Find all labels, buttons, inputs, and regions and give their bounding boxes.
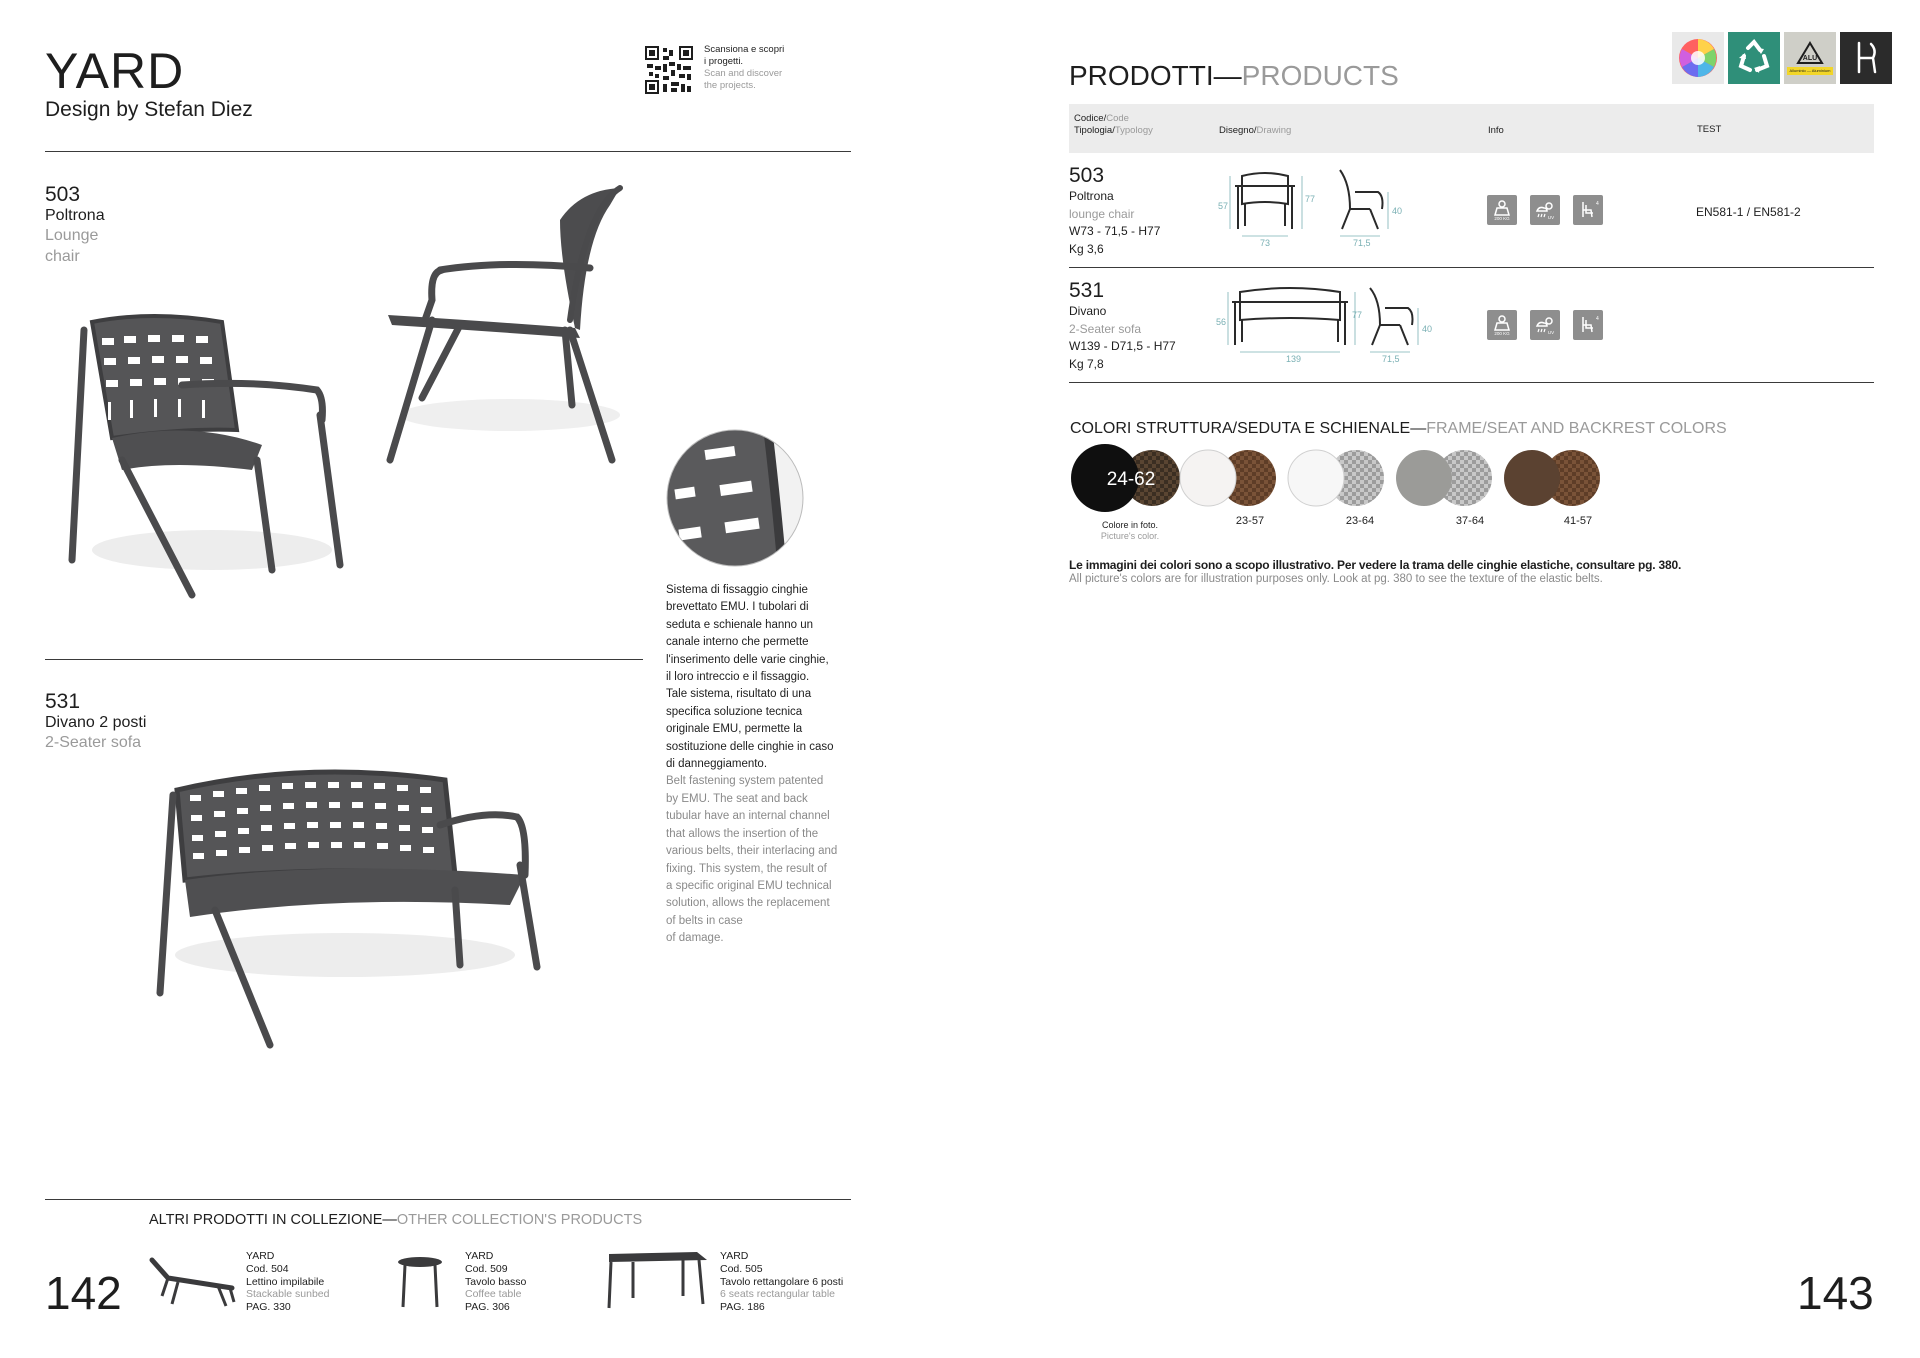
swatch-23-64[interactable] — [1288, 450, 1384, 506]
coffee-table-thumbnail[interactable] — [395, 1255, 445, 1311]
swatch-24-62[interactable] — [1071, 444, 1180, 512]
qr-caption-line: i progetti. — [704, 56, 744, 67]
desc-line-it: sostituzione delle cinghie in caso — [666, 740, 834, 753]
weight-capacity-icon — [1487, 310, 1517, 340]
desc-line-it: Tale sistema, risultato di una — [666, 688, 812, 701]
header-info: Info — [1488, 125, 1504, 136]
drawing-503 — [1210, 164, 1410, 249]
swatch-37-64[interactable] — [1396, 450, 1492, 506]
sunbed-thumbnail[interactable] — [148, 1256, 238, 1312]
desc-line-en: solution, allows the replacement — [666, 897, 830, 910]
code: Cod. 509 — [465, 1262, 508, 1275]
uv-label: UV — [1547, 215, 1555, 220]
products-heading — [1069, 60, 1399, 92]
desc-line-en: tubular have an internal channel — [666, 810, 830, 823]
swatch-label-23-64: 23-64 — [1345, 515, 1375, 527]
heading-en: OTHER COLLECTION'S PRODUCTS — [396, 1212, 643, 1228]
row-name-en: 2-Seater sofa — [1069, 321, 1142, 336]
stackable-icon — [1573, 195, 1603, 225]
page-ref: PAG. 186 — [720, 1301, 765, 1314]
belt-system-description — [666, 582, 856, 948]
desc-line-it: Sistema di fissaggio cinghie — [666, 584, 808, 596]
product-name-it: Poltrona — [45, 207, 105, 224]
row-name-en: lounge chair — [1069, 206, 1135, 221]
collection: YARD — [465, 1250, 494, 1262]
desc-line-en: of belts in case — [666, 914, 743, 927]
desc-line-en: fixing. This system, the result of — [666, 862, 827, 875]
qr-caption-line: the projects. — [704, 80, 756, 91]
swatch-label-23-57: 23-57 — [1235, 515, 1265, 527]
dim-side-h: 77 — [1352, 310, 1363, 320]
row-dims: W139 - D71,5 - H77 — [1069, 339, 1176, 353]
desc-line-it: di danneggiamento. — [666, 758, 768, 771]
sofa-image — [155, 755, 545, 1055]
row-name-it: Divano — [1069, 304, 1107, 318]
alu-label: ALU — [1802, 55, 1818, 62]
product-531-label — [45, 690, 146, 753]
alu-bar: Alluminio — Aluminium — [1787, 67, 1833, 75]
desc-line-en: of damage. — [666, 932, 724, 945]
caption-en: Picture's color. — [1100, 531, 1160, 541]
th-typology-en: Typology — [1114, 125, 1153, 136]
dim-front-h: 57 — [1218, 201, 1229, 211]
th-code-it: Codice/ — [1074, 113, 1107, 124]
aluminium-recycle-icon — [1795, 41, 1825, 67]
swatch-label-37-64: 37-64 — [1455, 515, 1485, 527]
dim-front-w: 73 — [1260, 238, 1271, 248]
code: Cod. 504 — [246, 1262, 289, 1275]
divider — [45, 151, 851, 152]
other-product-505[interactable] — [720, 1250, 843, 1314]
page-number-right: 143 — [1797, 1267, 1874, 1319]
colors-heading — [1070, 420, 1727, 438]
qr-caption — [704, 44, 804, 92]
svg-text:4: 4 — [1596, 201, 1599, 207]
th-drawing-en: Drawing — [1256, 125, 1292, 136]
recycle-badge — [1728, 32, 1780, 84]
heading-it: ALTRI PRODOTTI IN COLLEZIONE — [149, 1212, 383, 1228]
heading-en: FRAME/SEAT AND BACKREST COLORS — [1426, 420, 1727, 437]
picture-color-caption — [1090, 520, 1170, 542]
name-en: Coffee table — [465, 1288, 522, 1301]
th-code-en: Code — [1106, 113, 1129, 124]
rectangular-table-thumbnail[interactable] — [603, 1248, 711, 1314]
page-number-left: 142 — [45, 1267, 122, 1319]
product-name-it: Divano 2 posti — [45, 714, 147, 731]
product-name-en: 2-Seater sofa — [45, 734, 142, 751]
other-products-heading — [149, 1212, 642, 1228]
desc-line-it: canale interno che permette — [666, 636, 809, 649]
info-icons-531 — [1487, 310, 1603, 340]
desc-line-en: by EMU. The seat and back — [666, 792, 808, 805]
product-code: 503 — [45, 183, 81, 206]
th-drawing-it: Disegno/ — [1219, 125, 1257, 136]
product-name-en: Lounge — [45, 227, 99, 244]
divider — [1069, 382, 1874, 383]
dim-side-seat: 40 — [1422, 324, 1433, 334]
name-it: Tavolo basso — [465, 1275, 527, 1288]
desc-line-it: seduta e schienale hanno un — [666, 618, 814, 631]
recycle-icon — [1734, 38, 1774, 78]
row-dims: W73 - 71,5 - H77 — [1069, 224, 1161, 238]
desc-line-en: various belts, their interlacing and — [666, 845, 838, 858]
collection: YARD — [246, 1250, 275, 1262]
code: Cod. 505 — [720, 1262, 763, 1275]
page-title: YARD — [45, 43, 185, 99]
lounge-chair-side-image — [380, 180, 640, 480]
header-test: TEST — [1697, 124, 1722, 135]
desc-line-en: that allows the insertion of the — [666, 827, 819, 840]
th-typology-it: Tipologia/ — [1074, 125, 1115, 136]
name-en: Stackable sunbed — [246, 1288, 330, 1301]
color-swatches — [1068, 444, 1628, 516]
weight-capacity-icon — [1487, 195, 1517, 225]
desc-line-it: il loro intreccio e il fissaggio. — [666, 671, 810, 684]
heading-it: PRODOTTI — [1069, 60, 1214, 91]
page-ref: PAG. 306 — [465, 1301, 510, 1314]
info-icons-503 — [1487, 195, 1603, 225]
heading-sep: — — [1410, 420, 1427, 437]
desc-line-en: a specific original EMU technical — [666, 879, 832, 892]
chair-symbol-icon — [1851, 40, 1881, 76]
drawing-531 — [1210, 280, 1440, 365]
dim-front-h: 56 — [1216, 317, 1227, 327]
collection: YARD — [720, 1250, 749, 1262]
divider — [1069, 267, 1874, 268]
products-table-header — [1069, 104, 1874, 153]
desc-line-en: Belt fastening system patented — [666, 775, 824, 788]
table-row-503 — [1069, 164, 1160, 258]
belt-detail-image — [665, 428, 805, 568]
row-code: 503 — [1069, 164, 1105, 187]
heading-en: PRODUCTS — [1241, 60, 1399, 91]
row-weight: Kg 3,6 — [1069, 241, 1104, 256]
name-it: Tavolo rettangolare 6 posti — [720, 1275, 844, 1288]
dim-side-d: 71,5 — [1353, 238, 1371, 248]
product-503-label — [45, 183, 105, 267]
test-standard-503: EN581-1 / EN581-2 — [1696, 205, 1801, 219]
weight-label: 200 KG — [1494, 216, 1510, 221]
caption-it: Colore in foto. — [1101, 520, 1159, 530]
other-product-504[interactable] — [246, 1250, 329, 1314]
qr-caption-line: Scan and discover — [704, 68, 783, 79]
dim-side-h: 77 — [1305, 194, 1316, 204]
divider — [45, 1199, 851, 1200]
row-weight: Kg 7,8 — [1069, 356, 1104, 371]
name-en: 6 seats rectangular table — [720, 1288, 835, 1301]
desc-line-it: specifica soluzione tecnica — [666, 705, 803, 718]
swatch-23-57[interactable] — [1180, 450, 1276, 506]
stackable-icon — [1573, 310, 1603, 340]
lounge-chair-front-image — [62, 310, 362, 610]
weather-resistant-icon — [1530, 195, 1560, 225]
aluminium-badge — [1784, 32, 1836, 84]
swatch-label-41-57: 41-57 — [1563, 515, 1593, 527]
heading-it: COLORI STRUTTURA/SEDUTA E SCHIENALE — [1070, 420, 1411, 437]
qr-caption-line: Scansiona e scopri — [704, 44, 785, 55]
heading-sep: — — [1213, 60, 1242, 91]
row-code: 531 — [1069, 279, 1105, 302]
heading-sep: — — [382, 1212, 397, 1228]
header-code-typology — [1074, 113, 1153, 137]
svg-text:4: 4 — [1596, 316, 1599, 322]
qr-code-icon[interactable] — [645, 46, 693, 94]
desc-line-it: brevettato EMU. I tubolari di — [666, 601, 809, 614]
divider — [45, 659, 643, 660]
designer-credit: Design by Stefan Diez — [45, 98, 253, 121]
product-code: 531 — [45, 690, 81, 713]
color-wheel-icon — [1677, 37, 1719, 79]
weight-label: 200 KG — [1494, 331, 1510, 336]
color-wheel-badge — [1672, 32, 1724, 84]
table-row-531 — [1069, 279, 1176, 373]
swatch-41-57[interactable] — [1504, 450, 1600, 506]
name-it: Lettino impilabile — [246, 1275, 325, 1288]
page-ref: PAG. 330 — [246, 1301, 291, 1314]
dim-side-d: 71,5 — [1382, 354, 1400, 364]
uv-label: UV — [1547, 330, 1555, 335]
weather-resistant-icon — [1530, 310, 1560, 340]
other-product-509[interactable] — [465, 1250, 526, 1314]
product-name-en: chair — [45, 248, 80, 265]
dim-front-w: 139 — [1286, 354, 1302, 364]
dim-side-seat: 40 — [1392, 206, 1403, 216]
color-note-en: All picture's colors are for illustration purposes only. Look at pg. 380 to see the texture of the elastic belts. — [1069, 573, 1603, 585]
header-drawing — [1219, 125, 1291, 137]
chair-symbol-badge — [1840, 32, 1892, 84]
swatch-code-overlay: 24-62 — [1106, 469, 1156, 490]
desc-line-it: originale EMU, permette la — [666, 723, 803, 736]
color-note-it: Le immagini dei colori sono a scopo illustrativo. Per vedere la trama delle cinghie elastiche, consultare pg. 380. — [1069, 558, 1682, 572]
desc-line-it: l'inserimento delle varie cinghie, — [666, 653, 829, 666]
row-name-it: Poltrona — [1069, 189, 1114, 203]
